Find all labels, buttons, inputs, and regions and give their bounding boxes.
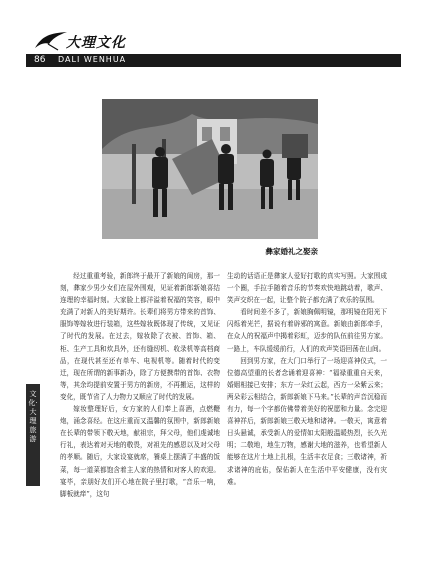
article-paragraph: 生动的话语正是彝家人爱好打歌的真实写照。大家围成一个圈，手拉手随着音乐的节奏欢快地跳动着，歌声、笑声交织在一起，让整个院子都充满了欢乐的氛围。 xyxy=(227,272,387,305)
page-number: 86 xyxy=(34,55,46,65)
wedding-photo xyxy=(102,99,318,239)
magazine-english-title: DALI WENHUA xyxy=(58,55,127,64)
article-right-column xyxy=(227,270,387,488)
article-left-column xyxy=(60,270,220,500)
crane-logo-icon xyxy=(34,30,68,52)
article-paragraph: 回到男方家，在大门口举行了一场迎喜神仪式，一位德高望重的长者念诵着迎喜神：“福禄重重自天来，婚姻相接已安排；东方一朵红云起，西方一朵紫云来；两朵彩云相结合，新郎新娘下马来。”长辈的声音沉稳而有力，每一个字都仿佛带着美好的祝愿和力量。念完迎喜神祥后，新郎新娘三敬天地和诸神。一敬天，寓意着日头悬诚，承受新人的爱情如太阳般温暖热烈，长久光明；二敬地，地生万物，感谢大地的滋养，也希望新人能够在这片土地上扎根，生活丰衣足食；三敬诸神，祈求诸神的庇佑，保佑新人在生活中平安健康，没有灾难。 xyxy=(227,356,387,486)
photo-caption: 彝家婚礼之娶亲 xyxy=(265,247,318,256)
article-paragraph: 看时间差不多了，新娘胸佩明镜，那明镜在阳光下闪烁着光芒，据说有着辟邪的寓意。新娘由新郎牵手，在众人的祝福声中揭着彩虹，迈步的队伍前往男方家。一路上，车队缓缓前行，人们的欢声笑语回荡在山间。 xyxy=(227,308,387,353)
article-paragraph: 经过重重考验，新郎终于最开了新娘的闺房，那一刻，彝家少男少女们在屋外围观，见证着新郎新娘喜结连理的幸福时刻。大家脸上都洋溢着祝福的笑容，眼中充满了对新人的美好期许。长辈们将男方带来的首饰、服饰等嫁妆进行装箱，这些嫁妆既体现了传统，又见证了时代的发展。在过去，嫁妆除了衣被、首饰、箱、柜、生产工具和炊具外，还有缝纫机、收录机等高档商品，在现代甚至还有单车、电视机等。随着时代的变迁，现在所谓的新事新办，除了方便携带的首饰、衣物等，其余均提前安置于男方的新房，不再搬运，这样的变化，既节省了人力物力又顺应了时代的发展。 xyxy=(60,272,220,401)
magazine-title: 大理文化 xyxy=(66,35,126,51)
section-tab-label: 文化·大理旅游 xyxy=(28,390,38,443)
article-paragraph: 嫁妆整理好后，女方家的人们奉上喜酒，点燃鞭炮，涌念喜经。在这庄重而又温馨的氛围中，新郎新娘在长辈的带领下敬天地，献祖宗，拜父母，他们虔诚地行礼，表达着对天地的敬畏，对祖先的感恩以及对父母的孝顺。随后，大家设宴就席，饕桌上摆满了丰盛的饭菜，每一道菜都饱含着主人家的热情和对客人的欢迎。宴毕，亲朋好友们开心地在院子里打歌，“音乐一响，脚板就痒”，这句 xyxy=(60,405,220,498)
